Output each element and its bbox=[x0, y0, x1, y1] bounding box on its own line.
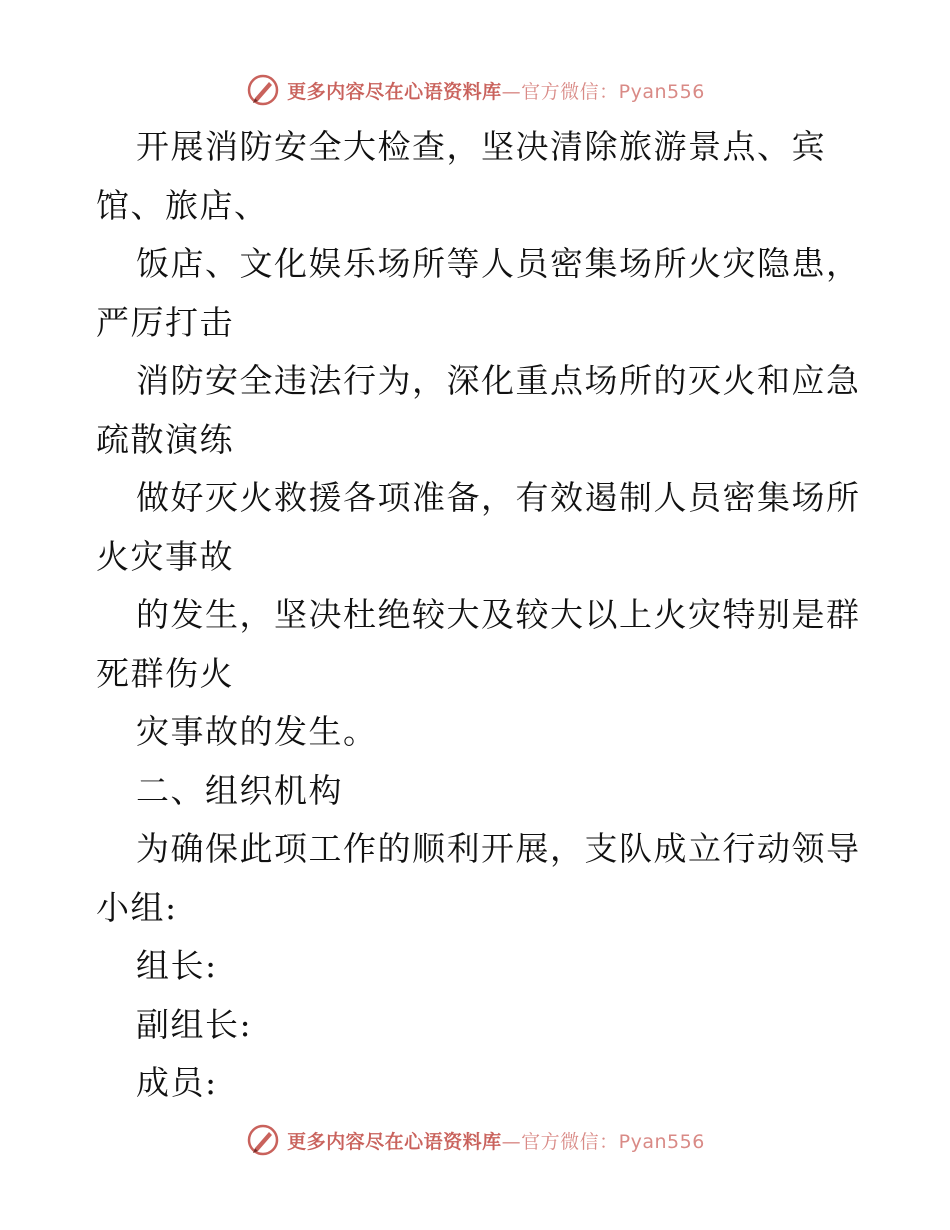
text-line: 副组长: bbox=[136, 1004, 253, 1044]
text-line: 的发生，坚决杜绝较大及较大以上火灾特别是群 bbox=[136, 595, 861, 634]
text-line: 组长: bbox=[136, 946, 218, 985]
text-line: 死群伤火 bbox=[96, 653, 234, 693]
watermark-contact: 官方微信：Pyan556 bbox=[521, 1130, 705, 1153]
watermark-contact: 官方微信：Pyan556 bbox=[521, 80, 705, 103]
text-line: 消防安全违法行为，深化重点场所的灭火和应急 bbox=[136, 361, 861, 400]
text-line: 为确保此项工作的顺利开展，支队成立行动领导 bbox=[136, 829, 861, 868]
text-line: 开展消防安全大检查，坚决清除旅游景点、宾 bbox=[136, 127, 826, 166]
text-line: 饭店、文化娱乐场所等人员密集场所火灾隐患， bbox=[136, 244, 861, 283]
pen-logo-icon bbox=[245, 1122, 281, 1158]
watermark-brand: 更多内容尽在心语资料库 bbox=[287, 80, 502, 103]
text-line: 做好灭火救援各项准备，有效遏制人员密集场所 bbox=[136, 478, 861, 517]
text-line: 灾事故的发生。 bbox=[136, 712, 378, 751]
text-line: 严厉打击 bbox=[96, 302, 234, 342]
watermark-text bbox=[287, 77, 705, 104]
text-line: 疏散演练 bbox=[96, 419, 234, 459]
text-line: 成员: bbox=[136, 1063, 218, 1102]
watermark-separator: — bbox=[501, 1130, 522, 1153]
header-watermark bbox=[0, 70, 950, 110]
text-line: 二、组织机构 bbox=[136, 770, 343, 810]
watermark-text bbox=[287, 1127, 705, 1154]
footer-watermark bbox=[0, 1120, 950, 1160]
document-body bbox=[96, 118, 861, 1113]
pen-logo-icon bbox=[245, 72, 281, 108]
text-line: 馆、旅店、 bbox=[96, 185, 269, 225]
watermark-separator: — bbox=[501, 80, 522, 103]
text-line: 小组: bbox=[96, 887, 178, 927]
watermark-brand: 更多内容尽在心语资料库 bbox=[287, 1130, 502, 1153]
text-line: 火灾事故 bbox=[96, 536, 234, 576]
